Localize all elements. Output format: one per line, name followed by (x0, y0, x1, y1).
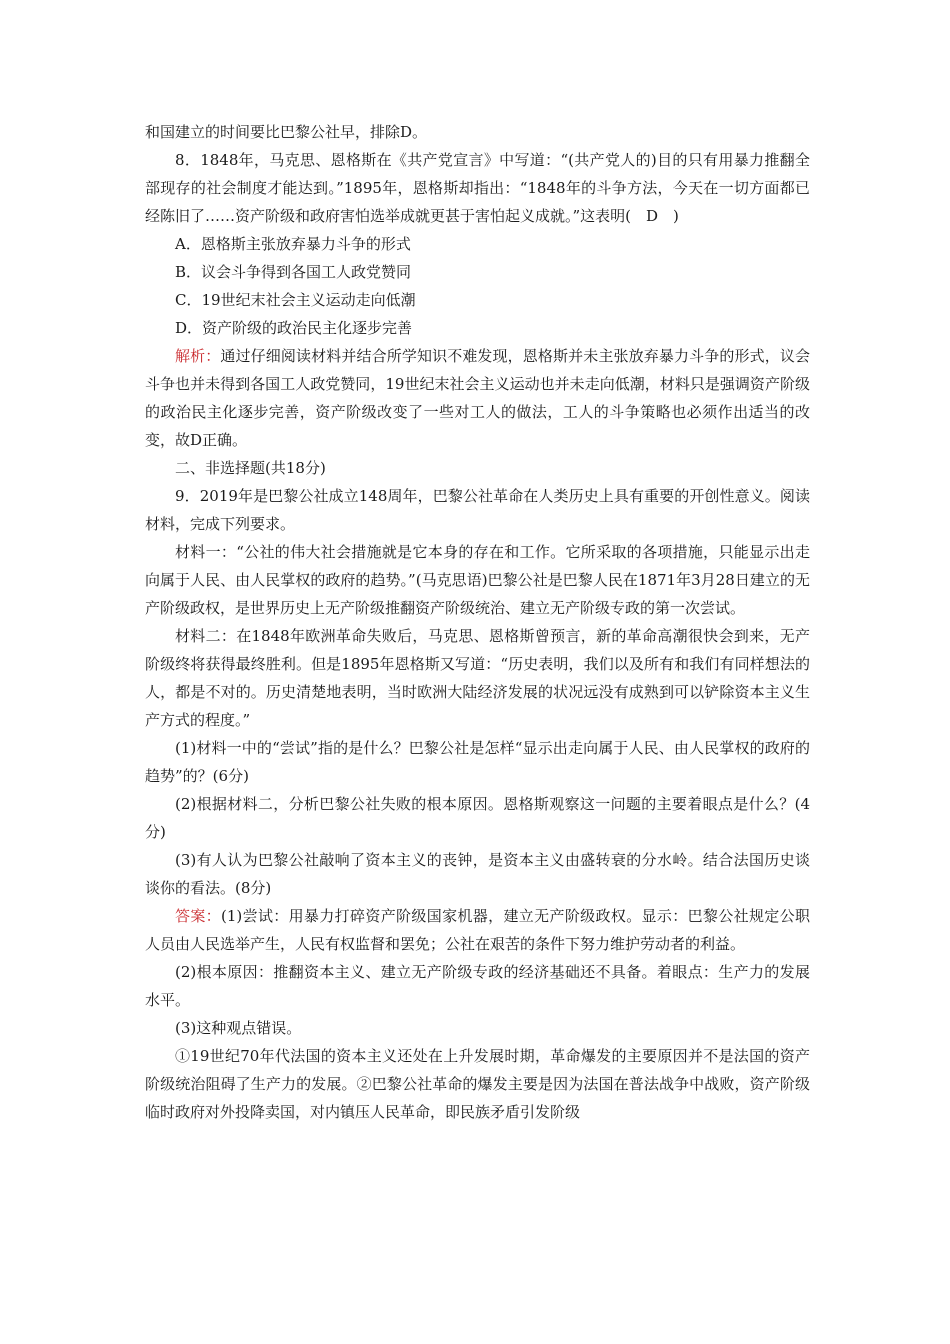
analysis-text: 通过仔细阅读材料并结合所学知识不难发现，恩格斯并未主张放弃暴力斗争的形式，议会斗争也并未得到各国工人政党赞同，19世纪末社会主义运动也并未走向低潮，材料只是强调资产阶级的政治民主化逐步完善，资产阶级改变了一些对工人的做法，工人的斗争策略也必须作出适当的改变，故D正确。 (145, 347, 810, 449)
q9-question-3: (3)有人认为巴黎公社敲响了资本主义的丧钟，是资本主义由盛转衰的分水岭。结合法国历史谈谈你的看法。(8分) (145, 851, 810, 897)
q8-option-d: D．资产阶级的政治民主化逐步完善 (175, 319, 413, 337)
section-heading: 二、非选择题(共18分) (175, 459, 326, 477)
q9-stem: 9．2019年是巴黎公社成立148周年，巴黎公社革命在人类历史上具有重要的开创性意义。阅读材料，完成下列要求。 (145, 487, 810, 533)
q9-answer-3-detail: ①19世纪70年代法国的资本主义还处在上升发展时期，革命爆发的主要原因并不是法国的资产阶级统治阻碍了生产力的发展。②巴黎公社革命的爆发主要是因为法国在普法战争中战败，资产阶级临时政府对外投降卖国，对内镇压人民革命，即民族矛盾引发阶级 (145, 1047, 810, 1121)
q8-option-c: C．19世纪末社会主义运动走向低潮 (175, 291, 416, 309)
answer-label: 答案： (175, 907, 222, 925)
q9-material-1: 材料一：“公社的伟大社会措施就是它本身的存在和工作。它所采取的各项措施，只能显示出走向属于人民、由人民掌权的政府的趋势。”(马克思语)巴黎公社是巴黎人民在1871年3月28日建立的无产阶级政权，是世界历史上无产阶级推翻资产阶级统治、建立无产阶级专政的第一次尝试。 (145, 543, 810, 617)
q8-option-b: B．议会斗争得到各国工人政党赞同 (175, 263, 412, 281)
q9-answer-1 (145, 902, 810, 958)
intro-tail: 和国建立的时间要比巴黎公社早，排除D。 (145, 123, 428, 141)
q9-answer-3: (3)这种观点错误。 (175, 1019, 302, 1037)
q9-question-2: (2)根据材料二，分析巴黎公社失败的根本原因。恩格斯观察这一问题的主要着眼点是什么？(4分) (145, 795, 810, 841)
q9-material-2: 材料二：在1848年欧洲革命失败后，马克思、恩格斯曾预言，新的革命高潮很快会到来，无产阶级终将获得最终胜利。但是1895年恩格斯又写道：“历史表明，我们以及所有和我们有同样想法的人，都是不对的。历史清楚地表明，当时欧洲大陆经济发展的状况远没有成熟到可以铲除资本主义生产方式的程度。” (145, 627, 810, 729)
document-page (145, 118, 810, 1126)
q8-stem: 8．1848年，马克思、恩格斯在《共产党宣言》中写道：“(共产党人的)目的只有用暴力推翻全部现存的社会制度才能达到。”1895年，恩格斯却指出：“1848年的斗争方法，今天在一切方面都已经陈旧了……资产阶级和政府害怕选举成就更甚于害怕起义成就。”这表明( D ) (145, 151, 810, 225)
analysis-label: 解析： (175, 347, 221, 365)
q8-option-a: A．恩格斯主张放弃暴力斗争的形式 (175, 235, 411, 253)
q9-question-1: (1)材料一中的“尝试”指的是什么？巴黎公社是怎样“显示出走向属于人民、由人民掌权的政府的趋势”的？(6分) (145, 739, 810, 785)
q9-answer-2: (2)根本原因：推翻资本主义、建立无产阶级专政的经济基础还不具备。着眼点：生产力的发展水平。 (145, 963, 810, 1009)
q8-analysis (145, 342, 810, 454)
answer-1-text: (1)尝试：用暴力打碎资产阶级国家机器，建立无产阶级政权。显示：巴黎公社规定公职人员由人民选举产生，人民有权监督和罢免；公社在艰苦的条件下努力维护劳动者的利益。 (145, 907, 810, 953)
